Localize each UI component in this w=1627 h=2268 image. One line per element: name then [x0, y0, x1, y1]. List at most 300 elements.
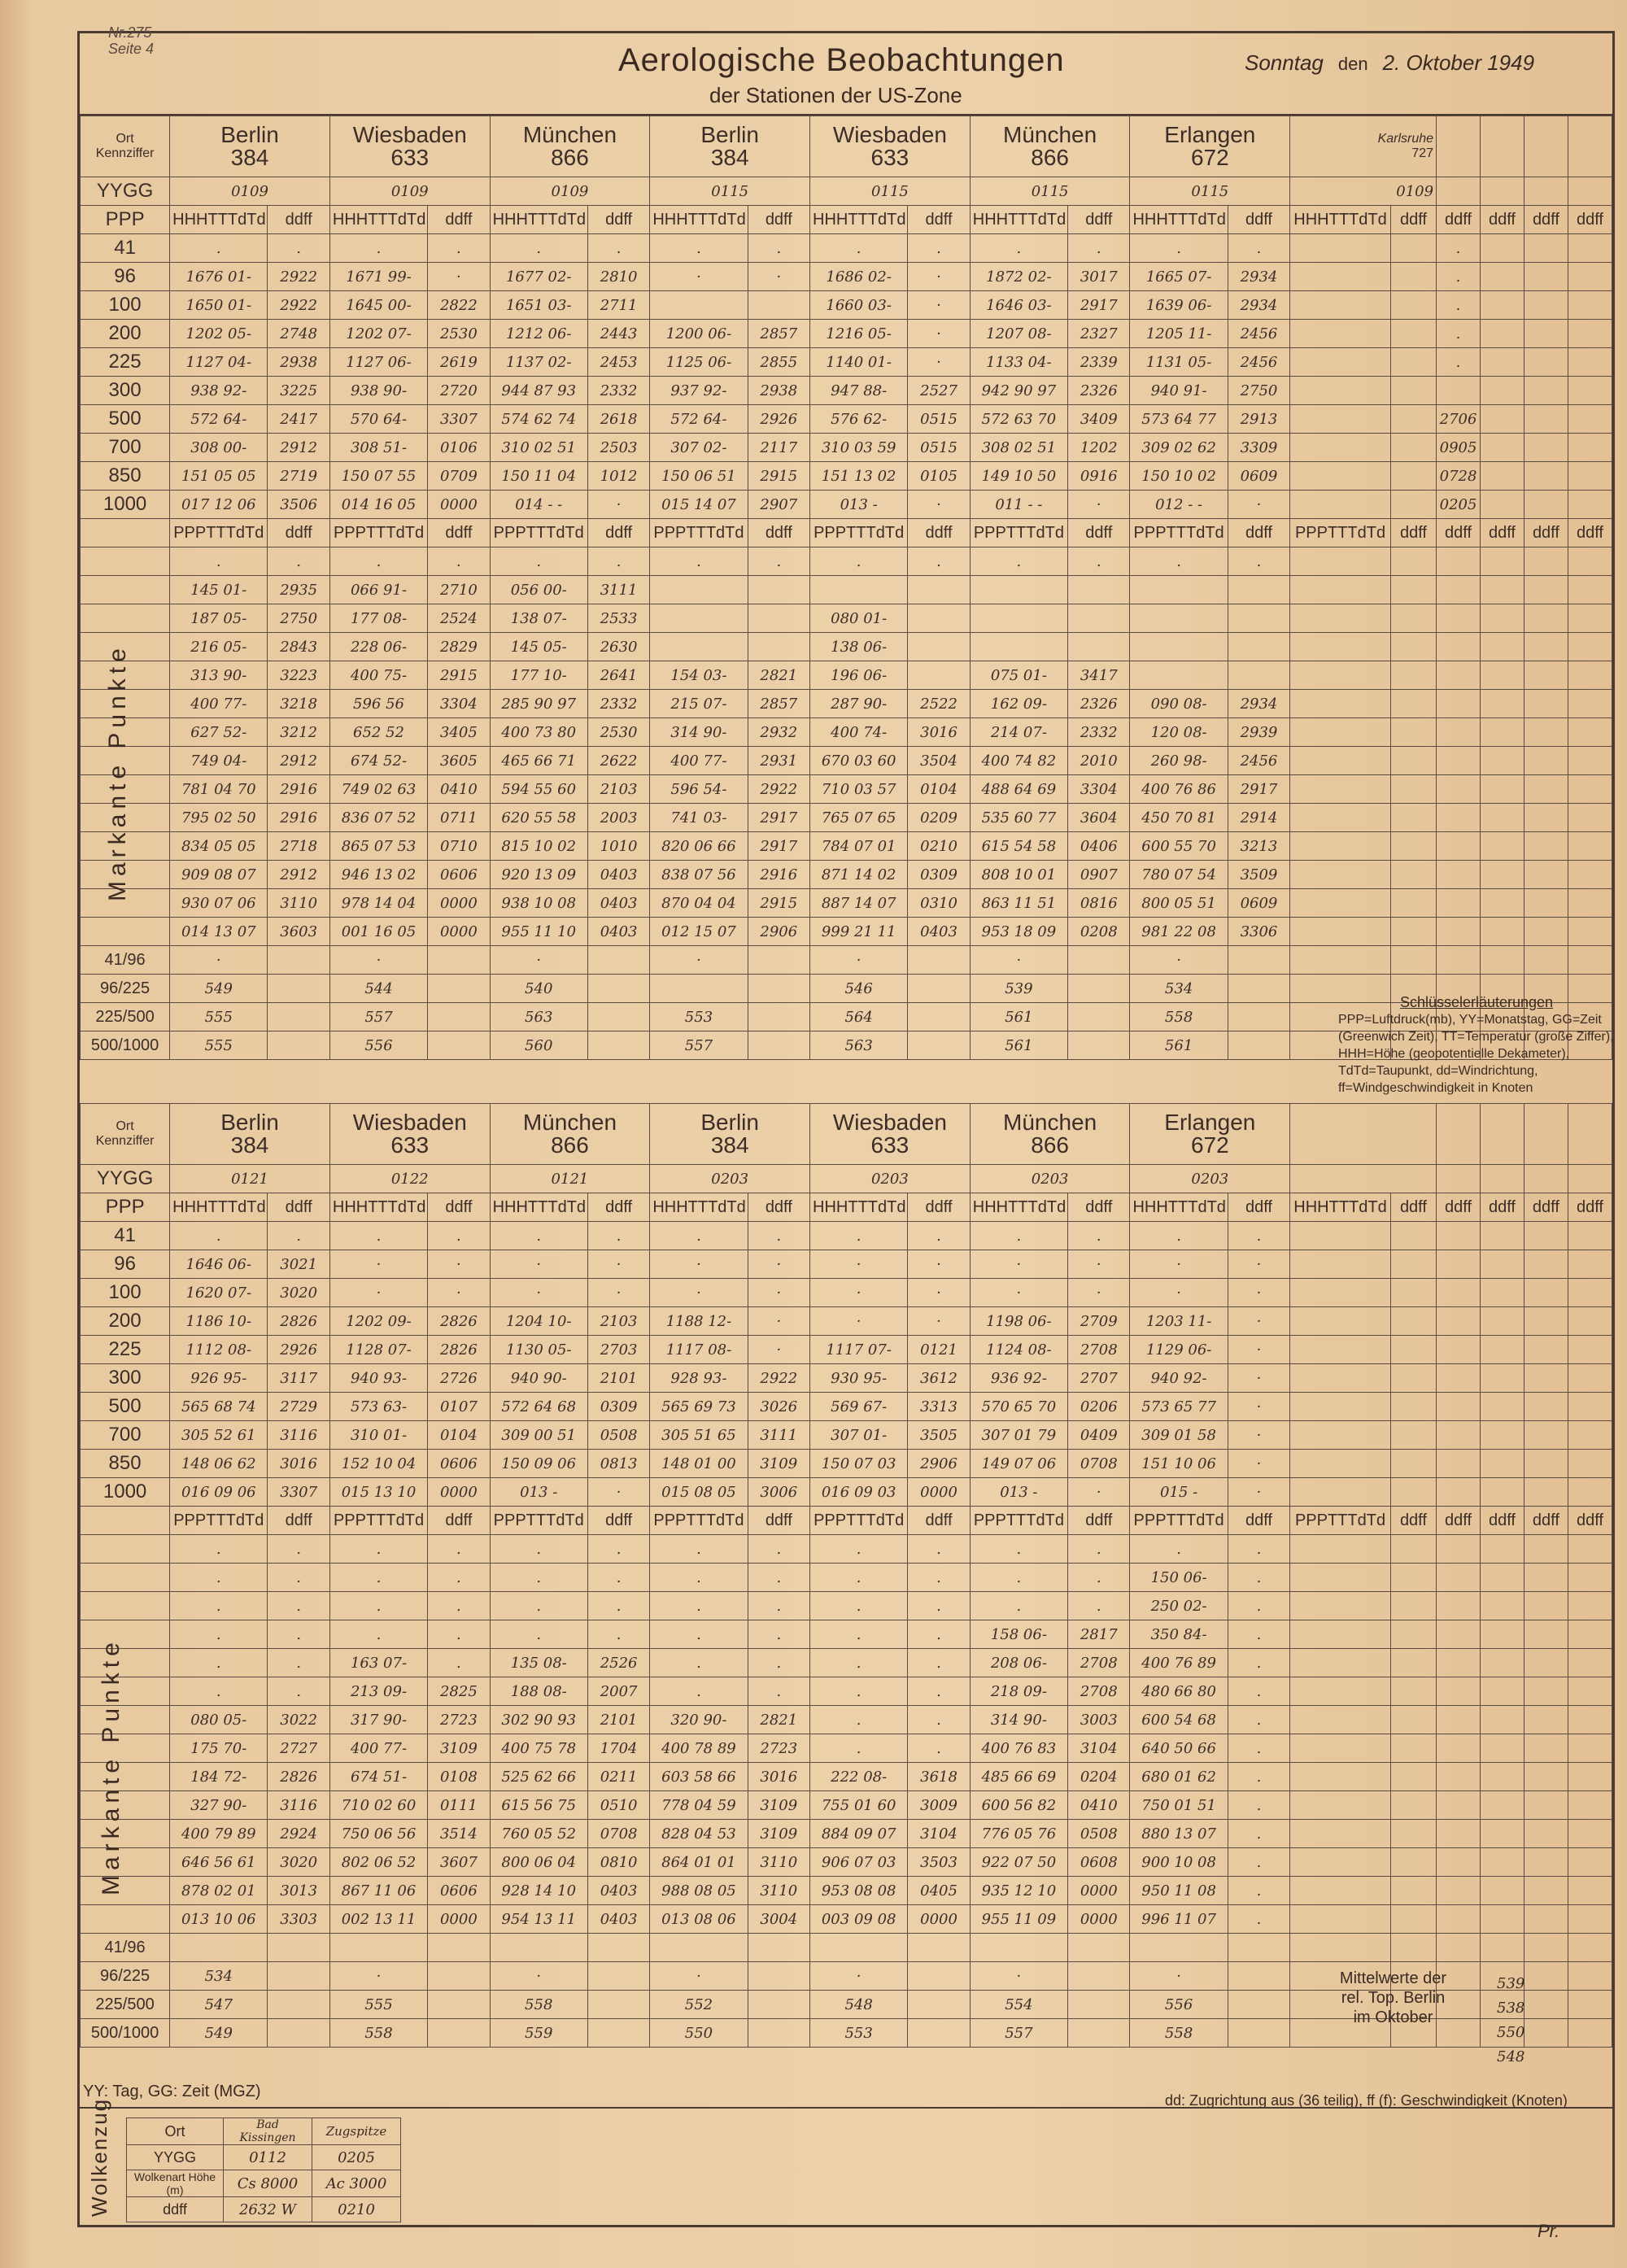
empty-cell — [428, 975, 490, 1003]
station-name: Berlin — [700, 122, 759, 147]
wind-value: 3409 — [1068, 405, 1130, 434]
height-temp-value: 1646 03- — [970, 291, 1067, 320]
station-name: Wiesbaden — [352, 122, 467, 147]
empty-cell — [268, 1934, 329, 1962]
wind-value: 1704 — [587, 1734, 649, 1763]
level-row — [81, 1336, 1612, 1364]
height-temp-value: 570 64- — [329, 405, 427, 434]
wind-value: 3016 — [748, 1763, 809, 1791]
wind-value: 2915 — [748, 889, 809, 918]
point-value: . — [170, 1620, 268, 1649]
wind-value: . — [748, 1535, 809, 1564]
markante-row — [81, 861, 1612, 889]
point-value — [650, 604, 748, 633]
height-temp-value: 926 95- — [170, 1364, 268, 1393]
wind-value: · — [1228, 1393, 1289, 1421]
markante-row — [81, 690, 1612, 718]
height-temp-value: 928 93- — [650, 1364, 748, 1393]
empty-cell — [1390, 1620, 1436, 1649]
wind-value: 2103 — [587, 1307, 649, 1336]
height-temp-value: 1660 03- — [810, 291, 908, 320]
wind-value: 0403 — [587, 1877, 649, 1905]
date-line — [1245, 50, 1534, 76]
point-value: . — [650, 1620, 748, 1649]
column-label-ddff: ddff — [1068, 519, 1130, 547]
empty-cell — [1228, 1032, 1289, 1060]
empty-cell — [428, 946, 490, 975]
empty-cell — [81, 1507, 170, 1535]
empty-cell — [587, 2019, 649, 2048]
point-value: . — [970, 1564, 1067, 1592]
wind-value: 3304 — [428, 690, 490, 718]
legend-title: Schlüsselerläuterungen — [1399, 994, 1554, 1010]
column-label-ddff: ddff — [1437, 519, 1481, 547]
wind-value: 2931 — [748, 747, 809, 775]
column-label-hhh: HHHTTTdTd — [810, 206, 908, 234]
height-temp-value: 1125 06- — [650, 348, 748, 377]
wind-value: · — [908, 1279, 970, 1307]
extra-value: . — [1437, 320, 1481, 348]
height-temp-value: . — [490, 1222, 587, 1250]
height-temp-value: 309 02 62 — [1130, 434, 1228, 462]
level-row — [81, 434, 1612, 462]
empty-cell — [1290, 832, 1391, 861]
wind-value: 3109 — [748, 1791, 809, 1820]
empty-cell — [1481, 1564, 1524, 1592]
empty-cell — [1568, 1307, 1612, 1336]
wind-value: 2703 — [587, 1336, 649, 1364]
column-label-hhh: HHHTTTdTd — [329, 1193, 427, 1222]
height-temp-value: 572 63 70 — [970, 405, 1067, 434]
pressure-level: 225 — [81, 1336, 170, 1364]
level-row — [81, 348, 1612, 377]
wind-value: 3607 — [428, 1848, 490, 1877]
point-value: 400 76 89 — [1130, 1649, 1228, 1677]
height-temp-value: 944 87 93 — [490, 377, 587, 405]
empty-cell — [1068, 1991, 1130, 2019]
empty-cell — [1390, 320, 1436, 348]
empty-cell — [1290, 234, 1391, 263]
rel-top-value: 553 — [650, 1003, 748, 1032]
height-temp-value: 152 10 04 — [329, 1450, 427, 1478]
wind-value: . — [1228, 234, 1289, 263]
empty-cell — [1524, 1478, 1568, 1507]
wind-value: 2826 — [428, 1336, 490, 1364]
empty-cell — [748, 2019, 809, 2048]
column-label-pppt: PPPTTTdTd — [170, 519, 268, 547]
column-label-ddff: ddff — [268, 1507, 329, 1535]
wind-value: 2010 — [1068, 747, 1130, 775]
column-label-pppt: PPPTTTdTd — [810, 1507, 908, 1535]
yygg-value: 0121 — [170, 1165, 330, 1193]
empty-cell — [1437, 1820, 1481, 1848]
wind-value: 1010 — [587, 832, 649, 861]
point-value: 615 54 58 — [970, 832, 1067, 861]
point-value: 400 79 89 — [170, 1820, 268, 1848]
empty-cell — [1390, 1393, 1436, 1421]
empty-cell — [1290, 320, 1391, 348]
wind-value: . — [428, 1620, 490, 1649]
empty-cell — [1524, 861, 1568, 889]
point-value: 188 08- — [490, 1677, 587, 1706]
wind-value: 3213 — [1228, 832, 1289, 861]
empty-cell — [1390, 604, 1436, 633]
point-value: . — [810, 1535, 908, 1564]
wind-value: 3504 — [908, 747, 970, 775]
wind-value: . — [908, 1592, 970, 1620]
rel-top-value — [970, 1934, 1067, 1962]
wind-value — [908, 661, 970, 690]
markante-row — [81, 633, 1612, 661]
empty-cell — [1568, 1962, 1612, 1991]
empty-cell — [1390, 718, 1436, 747]
wind-value — [1068, 633, 1130, 661]
wind-value: 0508 — [587, 1421, 649, 1450]
empty-cell — [1568, 1222, 1612, 1250]
height-temp-value: 015 08 05 — [650, 1478, 748, 1507]
empty-cell — [268, 1032, 329, 1060]
point-value: 646 56 61 — [170, 1848, 268, 1877]
markante-row — [81, 1564, 1612, 1592]
column-label-ddff: ddff — [1068, 1507, 1130, 1535]
rel-top-value: 550 — [650, 2019, 748, 2048]
empty-cell — [268, 975, 329, 1003]
empty-cell — [908, 975, 970, 1003]
point-value: 525 62 66 — [490, 1763, 587, 1791]
point-value: . — [810, 1564, 908, 1592]
wind-value: 0000 — [1068, 1905, 1130, 1934]
empty-cell — [1524, 1905, 1568, 1934]
yygg-value: 0109 — [1290, 177, 1437, 206]
empty-cell — [1568, 1820, 1612, 1848]
empty-cell — [1524, 177, 1568, 206]
height-temp-value: 1665 07- — [1130, 263, 1228, 291]
point-value: 150 06- — [1130, 1564, 1228, 1592]
height-temp-value: 017 12 06 — [170, 491, 268, 519]
wind-value: 3514 — [428, 1820, 490, 1848]
empty-cell — [1290, 1820, 1391, 1848]
point-value: 184 72- — [170, 1763, 268, 1791]
wind-value: 3004 — [748, 1905, 809, 1934]
yygg-value: 0203 — [810, 1165, 971, 1193]
point-value: 163 07- — [329, 1649, 427, 1677]
wind-value: 3110 — [268, 889, 329, 918]
column-label-ddff: ddff — [268, 1193, 329, 1222]
wind-value: . — [1228, 1677, 1289, 1706]
wind-value: 3605 — [428, 747, 490, 775]
point-value: 187 05- — [170, 604, 268, 633]
empty-cell — [1481, 1279, 1524, 1307]
wind-value: . — [1068, 1535, 1130, 1564]
empty-cell — [1524, 1307, 1568, 1336]
empty-cell — [1290, 348, 1391, 377]
wind-value: 3223 — [268, 661, 329, 690]
wind-value — [1228, 604, 1289, 633]
empty-cell — [1524, 1165, 1568, 1193]
point-value: . — [490, 1620, 587, 1649]
station-code: 672 — [1190, 1132, 1229, 1158]
empty-cell — [1568, 2019, 1612, 2048]
empty-cell — [1437, 775, 1481, 804]
empty-cell — [1568, 1677, 1612, 1706]
wind-value: 2707 — [1068, 1364, 1130, 1393]
height-temp-value: · — [1130, 1250, 1228, 1279]
wind-value: 2710 — [428, 576, 490, 604]
point-value: 928 14 10 — [490, 1877, 587, 1905]
wind-value: . — [268, 1620, 329, 1649]
empty-cell — [1437, 1104, 1481, 1165]
empty-cell — [1290, 861, 1391, 889]
point-value: . — [810, 547, 908, 576]
wind-value: 3309 — [1228, 434, 1289, 462]
rel-top-label: 500/1000 — [81, 1032, 170, 1060]
wind-value: 3021 — [268, 1250, 329, 1279]
point-value: . — [810, 1620, 908, 1649]
wind-value: . — [908, 1564, 970, 1592]
wind-value: 2829 — [428, 633, 490, 661]
level-row — [81, 1478, 1612, 1507]
level-row — [81, 491, 1612, 519]
level-row — [81, 1222, 1612, 1250]
empty-cell — [428, 1003, 490, 1032]
wk-label: YYGG — [127, 2145, 224, 2170]
wind-value — [748, 604, 809, 633]
empty-cell — [1568, 604, 1612, 633]
point-value: 930 07 06 — [170, 889, 268, 918]
height-temp-value: 1129 06- — [1130, 1336, 1228, 1364]
markante-side — [81, 1564, 170, 1592]
empty-cell — [1524, 1734, 1568, 1763]
wind-value: 2810 — [587, 263, 649, 291]
point-value: 138 06- — [810, 633, 908, 661]
mittelwerte-label: Mittelwerte der rel. Top. Berlin im Oktober — [1339, 1969, 1447, 2026]
point-value: 158 06- — [970, 1620, 1067, 1649]
station-name-cell — [650, 116, 810, 177]
wind-value: 0508 — [1068, 1820, 1130, 1848]
wind-value: 0111 — [428, 1791, 490, 1820]
level-row — [81, 1393, 1612, 1421]
empty-cell — [1437, 1734, 1481, 1763]
point-value: 218 09- — [970, 1677, 1067, 1706]
wind-value: · — [587, 1279, 649, 1307]
empty-cell — [1390, 1649, 1436, 1677]
height-temp-value: 1202 05- — [170, 320, 268, 348]
wind-value: 0403 — [587, 861, 649, 889]
empty-cell — [1290, 1706, 1391, 1734]
markante-side — [81, 576, 170, 604]
station-name-cell — [650, 1104, 810, 1165]
pressure-level: 300 — [81, 1364, 170, 1393]
empty-cell — [1290, 690, 1391, 718]
wind-value: 0606 — [428, 1450, 490, 1478]
wind-value: 2916 — [268, 775, 329, 804]
empty-cell — [1568, 661, 1612, 690]
empty-cell — [748, 975, 809, 1003]
empty-cell — [1437, 690, 1481, 718]
height-temp-value: 1188 12- — [650, 1307, 748, 1336]
height-temp-value: · — [329, 1279, 427, 1307]
wind-value: 3304 — [1068, 775, 1130, 804]
column-label-hhh: HHHTTTdTd — [810, 1193, 908, 1222]
empty-cell — [1524, 1279, 1568, 1307]
column-label-ddff: ddff — [268, 519, 329, 547]
empty-cell — [1290, 462, 1391, 491]
point-value: 400 75- — [329, 661, 427, 690]
rel-top-label: 41/96 — [81, 1934, 170, 1962]
point-value: 066 91- — [329, 576, 427, 604]
height-temp-value: · — [650, 1279, 748, 1307]
point-value: 603 58 66 — [650, 1763, 748, 1791]
yygg-label: YYGG — [81, 177, 170, 206]
point-value: 760 05 52 — [490, 1820, 587, 1848]
wind-value: · — [587, 491, 649, 519]
wind-value: · — [748, 1307, 809, 1336]
extra-value — [1437, 377, 1481, 405]
wind-value: 0410 — [428, 775, 490, 804]
point-value: 615 56 75 — [490, 1791, 587, 1820]
point-value: 815 10 02 — [490, 832, 587, 861]
height-temp-value: 013 - — [810, 491, 908, 519]
empty-cell — [1524, 661, 1568, 690]
empty-cell — [1390, 576, 1436, 604]
station-code: 633 — [390, 145, 430, 170]
wind-value: 3020 — [268, 1279, 329, 1307]
height-temp-value: 1112 08- — [170, 1336, 268, 1364]
extra-value — [1437, 1279, 1481, 1307]
point-value: 620 55 58 — [490, 804, 587, 832]
wind-value: 3006 — [748, 1478, 809, 1507]
empty-cell — [1568, 1934, 1612, 1962]
wind-value: 2727 — [268, 1734, 329, 1763]
point-value: 214 07- — [970, 718, 1067, 747]
point-value: . — [970, 547, 1067, 576]
yygg-value: 0122 — [329, 1165, 490, 1193]
wind-value: 2914 — [1228, 804, 1289, 832]
pressure-level: 700 — [81, 434, 170, 462]
height-temp-value: 014 16 05 — [329, 491, 427, 519]
column-label-ddff: ddff — [748, 1193, 809, 1222]
extra-value — [1437, 1364, 1481, 1393]
point-value: 780 07 54 — [1130, 861, 1228, 889]
column-label-ddff: ddff — [428, 206, 490, 234]
column-label-ddff: ddff — [1068, 206, 1130, 234]
wind-value: · — [748, 263, 809, 291]
wind-value: 0515 — [908, 434, 970, 462]
point-value: 909 08 07 — [170, 861, 268, 889]
markante-side — [81, 604, 170, 633]
wind-value: 0403 — [587, 918, 649, 946]
station-name-cell — [970, 116, 1130, 177]
empty-cell — [1481, 1649, 1524, 1677]
wind-value: . — [587, 234, 649, 263]
empty-cell — [1481, 804, 1524, 832]
wind-value: · — [748, 1336, 809, 1364]
wind-value: 2101 — [587, 1364, 649, 1393]
empty-cell — [1524, 1620, 1568, 1649]
wind-value: 3303 — [268, 1905, 329, 1934]
wind-value: . — [268, 1592, 329, 1620]
point-value: 320 90- — [650, 1706, 748, 1734]
empty-cell — [1437, 547, 1481, 576]
point-value: 002 13 11 — [329, 1905, 427, 1934]
empty-cell — [1068, 1962, 1130, 1991]
wind-value: · — [1228, 1478, 1289, 1507]
level-row — [81, 377, 1612, 405]
height-temp-value: 1117 07- — [810, 1336, 908, 1364]
wind-value: 2526 — [587, 1649, 649, 1677]
rel-top-value: 556 — [329, 1032, 427, 1060]
wind-value: . — [428, 1592, 490, 1620]
rel-top-value — [170, 1934, 268, 1962]
empty-cell — [1390, 1905, 1436, 1934]
height-temp-value: 1137 02- — [490, 348, 587, 377]
empty-cell — [1481, 1791, 1524, 1820]
empty-cell — [1290, 1592, 1391, 1620]
footer-left: YY: Tag, GG: Zeit (MGZ) — [83, 2083, 261, 2100]
empty-cell — [1524, 462, 1568, 491]
empty-cell — [1437, 1905, 1481, 1934]
pressure-level: 225 — [81, 348, 170, 377]
rel-top-value: · — [329, 946, 427, 975]
empty-cell — [1390, 234, 1436, 263]
page-number: Nr.275 Seite 4 — [108, 24, 155, 57]
observation-table-2 — [80, 1103, 1612, 2048]
empty-cell — [1437, 633, 1481, 661]
column-label-ddff: ddff — [587, 1193, 649, 1222]
extra-station-cell — [1290, 1104, 1437, 1165]
point-value: . — [810, 1734, 908, 1763]
empty-cell — [1390, 1450, 1436, 1478]
height-temp-value: 573 63- — [329, 1393, 427, 1421]
height-temp-value: . — [170, 234, 268, 263]
wind-value: · — [1228, 491, 1289, 519]
empty-cell — [1481, 1250, 1524, 1279]
empty-cell — [1568, 775, 1612, 804]
extra-value — [1437, 1336, 1481, 1364]
point-value: . — [650, 1535, 748, 1564]
empty-cell — [1568, 1791, 1612, 1820]
empty-cell — [1390, 1848, 1436, 1877]
column-label-ddff: ddff — [1228, 206, 1289, 234]
empty-cell — [1481, 1877, 1524, 1905]
markante-row — [81, 718, 1612, 747]
empty-cell — [1290, 576, 1391, 604]
wind-value: 2915 — [748, 462, 809, 491]
empty-cell — [1481, 718, 1524, 747]
rel-top-value: 539 — [970, 975, 1067, 1003]
rel-top-value: 558 — [1130, 2019, 1228, 2048]
empty-cell — [908, 1991, 970, 2019]
wind-value: · — [908, 263, 970, 291]
wind-value: . — [748, 1649, 809, 1677]
empty-cell — [428, 1032, 490, 1060]
empty-cell — [1290, 1734, 1391, 1763]
rel-top-value: 547 — [170, 1991, 268, 2019]
wind-value: 0606 — [428, 1877, 490, 1905]
wind-value: . — [908, 1706, 970, 1734]
wind-value: 3111 — [587, 576, 649, 604]
point-value: 750 01 51 — [1130, 1791, 1228, 1820]
column-label-ddff: ddff — [1481, 1507, 1524, 1535]
point-value: 145 01- — [170, 576, 268, 604]
empty-cell — [1481, 405, 1524, 434]
point-value: 260 98- — [1130, 747, 1228, 775]
empty-cell — [1390, 462, 1436, 491]
empty-cell — [428, 1962, 490, 1991]
empty-cell — [1290, 804, 1391, 832]
empty-cell — [1390, 946, 1436, 975]
point-value: . — [490, 547, 587, 576]
